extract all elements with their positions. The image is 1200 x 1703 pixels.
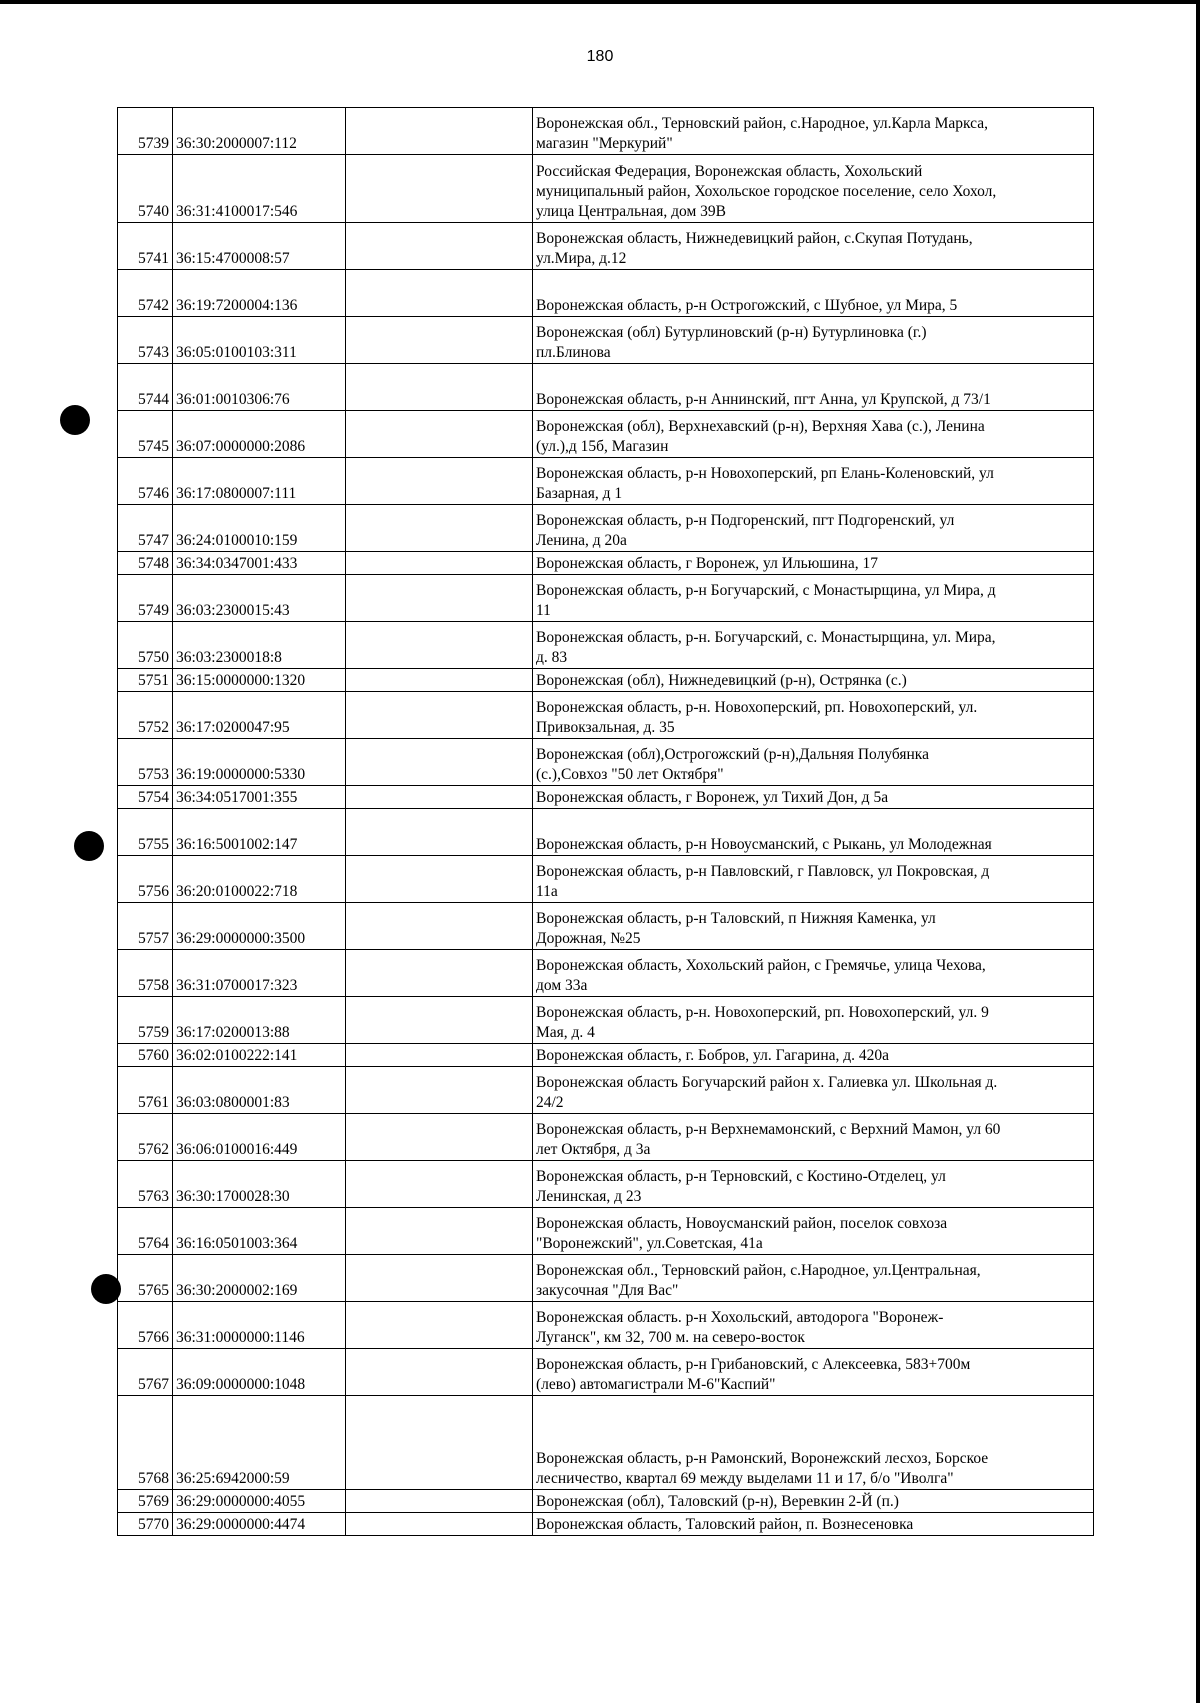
empty-cell [346,223,533,270]
row-number-cell: 5744 [118,364,173,411]
address-cell: Воронежская (обл) Бутурлиновский (р-н) Бутурлиновка (г.) пл.Блинова [533,317,1094,364]
cadastral-number-cell: 36:31:4100017:546 [173,155,346,223]
cadastral-number-cell: 36:30:2000002:169 [173,1255,346,1302]
cadastral-number-cell: 36:29:0000000:4055 [173,1490,346,1513]
table-row [118,1490,1094,1513]
cadastral-number-cell: 36:05:0100103:311 [173,317,346,364]
cadastral-number-cell: 36:25:6942000:59 [173,1396,346,1490]
empty-cell [346,1114,533,1161]
cadastral-number-cell: 36:17:0200013:88 [173,997,346,1044]
empty-cell [346,1208,533,1255]
cadastral-number-cell: 36:34:0517001:355 [173,786,346,809]
empty-cell [346,1044,533,1067]
row-number-cell: 5767 [118,1349,173,1396]
cadastral-number-cell: 36:03:2300015:43 [173,575,346,622]
row-number-cell: 5742 [118,270,173,317]
empty-cell [346,575,533,622]
address-cell: Воронежская область, р-н Таловский, п Нижняя Каменка, ул Дорожная, №25 [533,903,1094,950]
empty-cell [346,364,533,411]
address-cell: Воронежская область, р-н. Богучарский, с. Монастырщина, ул. Мира, д. 83 [533,622,1094,669]
row-number-cell: 5764 [118,1208,173,1255]
address-cell: Воронежская область, р-н Рамонский, Воронежский лесхоз, Борское лесничество, квартал 69 между выделами 11 и 17, б/о "Иволга" [533,1396,1094,1490]
empty-cell [346,622,533,669]
address-cell: Воронежская область, р-н. Новохоперский, рп. Новохоперский, ул. Привокзальная, д. 35 [533,692,1094,739]
table-row [118,1044,1094,1067]
cadastral-number-cell: 36:09:0000000:1048 [173,1349,346,1396]
table-row [118,364,1094,411]
address-cell: Российская Федерация, Воронежская область, Хохольский муниципальный район, Хохольское городское поселение, село Хохол, улица Центральная, дом 39В [533,155,1094,223]
address-cell: Воронежская обл., Терновский район, с.Народное, ул.Карла Маркса, магазин "Меркурий" [533,108,1094,155]
table-row [118,1208,1094,1255]
cadastral-number-cell: 36:16:0501003:364 [173,1208,346,1255]
table-row [118,1255,1094,1302]
table-row [118,505,1094,552]
cadastral-number-cell: 36:01:0010306:76 [173,364,346,411]
address-cell: Воронежская область, г Воронеж, ул Тихий Дон, д 5а [533,786,1094,809]
empty-cell [346,505,533,552]
cadastral-number-cell: 36:31:0000000:1146 [173,1302,346,1349]
table-row [118,575,1094,622]
empty-cell [346,809,533,856]
empty-cell [346,1067,533,1114]
row-number-cell: 5763 [118,1161,173,1208]
page-border-top [0,0,1200,4]
table-row [118,1067,1094,1114]
table-row [118,552,1094,575]
address-cell: Воронежская область, р-н Подгоренский, пгт Подгоренский, ул Ленина, д 20а [533,505,1094,552]
row-number-cell: 5752 [118,692,173,739]
cadastral-number-cell: 36:06:0100016:449 [173,1114,346,1161]
row-number-cell: 5760 [118,1044,173,1067]
row-number-cell: 5740 [118,155,173,223]
empty-cell [346,108,533,155]
address-cell: Воронежская область, р-н Новоусманский, с Рыкань, ул Молодежная [533,809,1094,856]
table-row [118,1513,1094,1536]
cadastral-number-cell: 36:03:2300018:8 [173,622,346,669]
cadastral-number-cell: 36:15:4700008:57 [173,223,346,270]
row-number-cell: 5756 [118,856,173,903]
address-cell: Воронежская область. р-н Хохольский, автодорога "Воронеж- Луганск", км 32, 700 м. на северо-восток [533,1302,1094,1349]
address-cell: Воронежская область, р-н Павловский, г Павловск, ул Покровская, д 11а [533,856,1094,903]
row-number-cell: 5754 [118,786,173,809]
table-row [118,317,1094,364]
address-cell: Воронежская область, Нижнедевицкий район, с.Скупая Потудань, ул.Мира, д.12 [533,223,1094,270]
address-cell: Воронежская область, р-н Аннинский, пгт Анна, ул Крупской, д 73/1 [533,364,1094,411]
row-number-cell: 5747 [118,505,173,552]
row-number-cell: 5757 [118,903,173,950]
table-row [118,1161,1094,1208]
cadastral-number-cell: 36:17:0200047:95 [173,692,346,739]
row-number-cell: 5769 [118,1490,173,1513]
table-row [118,223,1094,270]
address-cell: Воронежская (обл),Острогожский (р-н),Дальняя Полубянка (с.),Совхоз "50 лет Октября" [533,739,1094,786]
table-row [118,270,1094,317]
row-number-cell: 5762 [118,1114,173,1161]
empty-cell [346,950,533,997]
row-number-cell: 5749 [118,575,173,622]
empty-cell [346,1349,533,1396]
punch-hole [60,405,90,435]
empty-cell [346,903,533,950]
table-row [118,155,1094,223]
empty-cell [346,856,533,903]
row-number-cell: 5739 [118,108,173,155]
row-number-cell: 5746 [118,458,173,505]
row-number-cell: 5751 [118,669,173,692]
cadastral-number-cell: 36:15:0000000:1320 [173,669,346,692]
row-number-cell: 5748 [118,552,173,575]
table-row [118,1302,1094,1349]
row-number-cell: 5768 [118,1396,173,1490]
address-cell: Воронежская область, Хохольский район, с Гремячье, улица Чехова, дом 33а [533,950,1094,997]
address-cell: Воронежская область, р-н. Новохоперский, рп. Новохоперский, ул. 9 Мая, д. 4 [533,997,1094,1044]
table-row [118,1349,1094,1396]
page-number: 180 [586,48,614,65]
cadastral-number-cell: 36:29:0000000:4474 [173,1513,346,1536]
table-row [118,786,1094,809]
empty-cell [346,692,533,739]
registry-table [117,107,1094,1536]
cadastral-number-cell: 36:31:0700017:323 [173,950,346,997]
empty-cell [346,1490,533,1513]
row-number-cell: 5758 [118,950,173,997]
empty-cell [346,458,533,505]
table-row [118,108,1094,155]
row-number-cell: 5753 [118,739,173,786]
table-row [118,622,1094,669]
table-row [118,669,1094,692]
registry-table-body [118,108,1094,1536]
cadastral-number-cell: 36:24:0100010:159 [173,505,346,552]
empty-cell [346,786,533,809]
cadastral-number-cell: 36:34:0347001:433 [173,552,346,575]
row-number-cell: 5761 [118,1067,173,1114]
address-cell: Воронежская область, Таловский район, п. Вознесеновка [533,1513,1094,1536]
table-row [118,809,1094,856]
cadastral-number-cell: 36:16:5001002:147 [173,809,346,856]
table-row [118,458,1094,505]
cadastral-number-cell: 36:29:0000000:3500 [173,903,346,950]
cadastral-number-cell: 36:03:0800001:83 [173,1067,346,1114]
row-number-cell: 5745 [118,411,173,458]
address-cell: Воронежская обл., Терновский район, с.Народное, ул.Центральная, закусочная "Для Вас" [533,1255,1094,1302]
empty-cell [346,1396,533,1490]
punch-hole [74,831,104,861]
cadastral-number-cell: 36:19:7200004:136 [173,270,346,317]
empty-cell [346,317,533,364]
address-cell: Воронежская область Богучарский район х. Галиевка ул. Школьная д. 24/2 [533,1067,1094,1114]
row-number-cell: 5770 [118,1513,173,1536]
address-cell: Воронежская область, г. Бобров, ул. Гагарина, д. 420а [533,1044,1094,1067]
empty-cell [346,739,533,786]
row-number-cell: 5759 [118,997,173,1044]
table-row [118,411,1094,458]
row-number-cell: 5766 [118,1302,173,1349]
empty-cell [346,669,533,692]
page-border-right [1196,0,1200,1703]
cadastral-number-cell: 36:02:0100222:141 [173,1044,346,1067]
empty-cell [346,552,533,575]
table-row [118,856,1094,903]
address-cell: Воронежская (обл), Верхнехавский (р-н), Верхняя Хава (с.), Ленина (ул.),д 15б, Магазин [533,411,1094,458]
row-number-cell: 5741 [118,223,173,270]
address-cell: Воронежская (обл), Нижнедевицкий (р-н), Острянка (с.) [533,669,1094,692]
empty-cell [346,411,533,458]
table-row [118,997,1094,1044]
table-row [118,692,1094,739]
empty-cell [346,1513,533,1536]
address-cell: Воронежская область, г Воронеж, ул Ильюшина, 17 [533,552,1094,575]
cadastral-number-cell: 36:07:0000000:2086 [173,411,346,458]
empty-cell [346,1302,533,1349]
address-cell: Воронежская область, р-н Грибановский, с Алексеевка, 583+700м (лево) автомагистрали М-6"Каспий" [533,1349,1094,1396]
table-row [118,1114,1094,1161]
row-number-cell: 5765 [118,1255,173,1302]
empty-cell [346,1255,533,1302]
address-cell: Воронежская (обл), Таловский (р-н), Веревкин 2-Й (п.) [533,1490,1094,1513]
address-cell: Воронежская область, Новоусманский район, поселок совхоза "Воронежский", ул.Советская, 41а [533,1208,1094,1255]
empty-cell [346,270,533,317]
row-number-cell: 5755 [118,809,173,856]
address-cell: Воронежская область, р-н Верхнемамонский, с Верхний Мамон, ул 60 лет Октября, д 3а [533,1114,1094,1161]
row-number-cell: 5743 [118,317,173,364]
address-cell: Воронежская область, р-н Новохоперский, рп Елань-Коленовский, ул Базарная, д 1 [533,458,1094,505]
cadastral-number-cell: 36:30:2000007:112 [173,108,346,155]
table-row [118,950,1094,997]
cadastral-number-cell: 36:19:0000000:5330 [173,739,346,786]
empty-cell [346,1161,533,1208]
address-cell: Воронежская область, р-н Богучарский, с Монастырщина, ул Мира, д 11 [533,575,1094,622]
address-cell: Воронежская область, р-н Острогожский, с Шубное, ул Мира, 5 [533,270,1094,317]
table-row [118,739,1094,786]
address-cell: Воронежская область, р-н Терновский, с Костино-Отделец, ул Ленинская, д 23 [533,1161,1094,1208]
cadastral-number-cell: 36:30:1700028:30 [173,1161,346,1208]
empty-cell [346,997,533,1044]
table-row [118,1396,1094,1490]
row-number-cell: 5750 [118,622,173,669]
cadastral-number-cell: 36:17:0800007:111 [173,458,346,505]
table-row [118,903,1094,950]
cadastral-number-cell: 36:20:0100022:718 [173,856,346,903]
empty-cell [346,155,533,223]
